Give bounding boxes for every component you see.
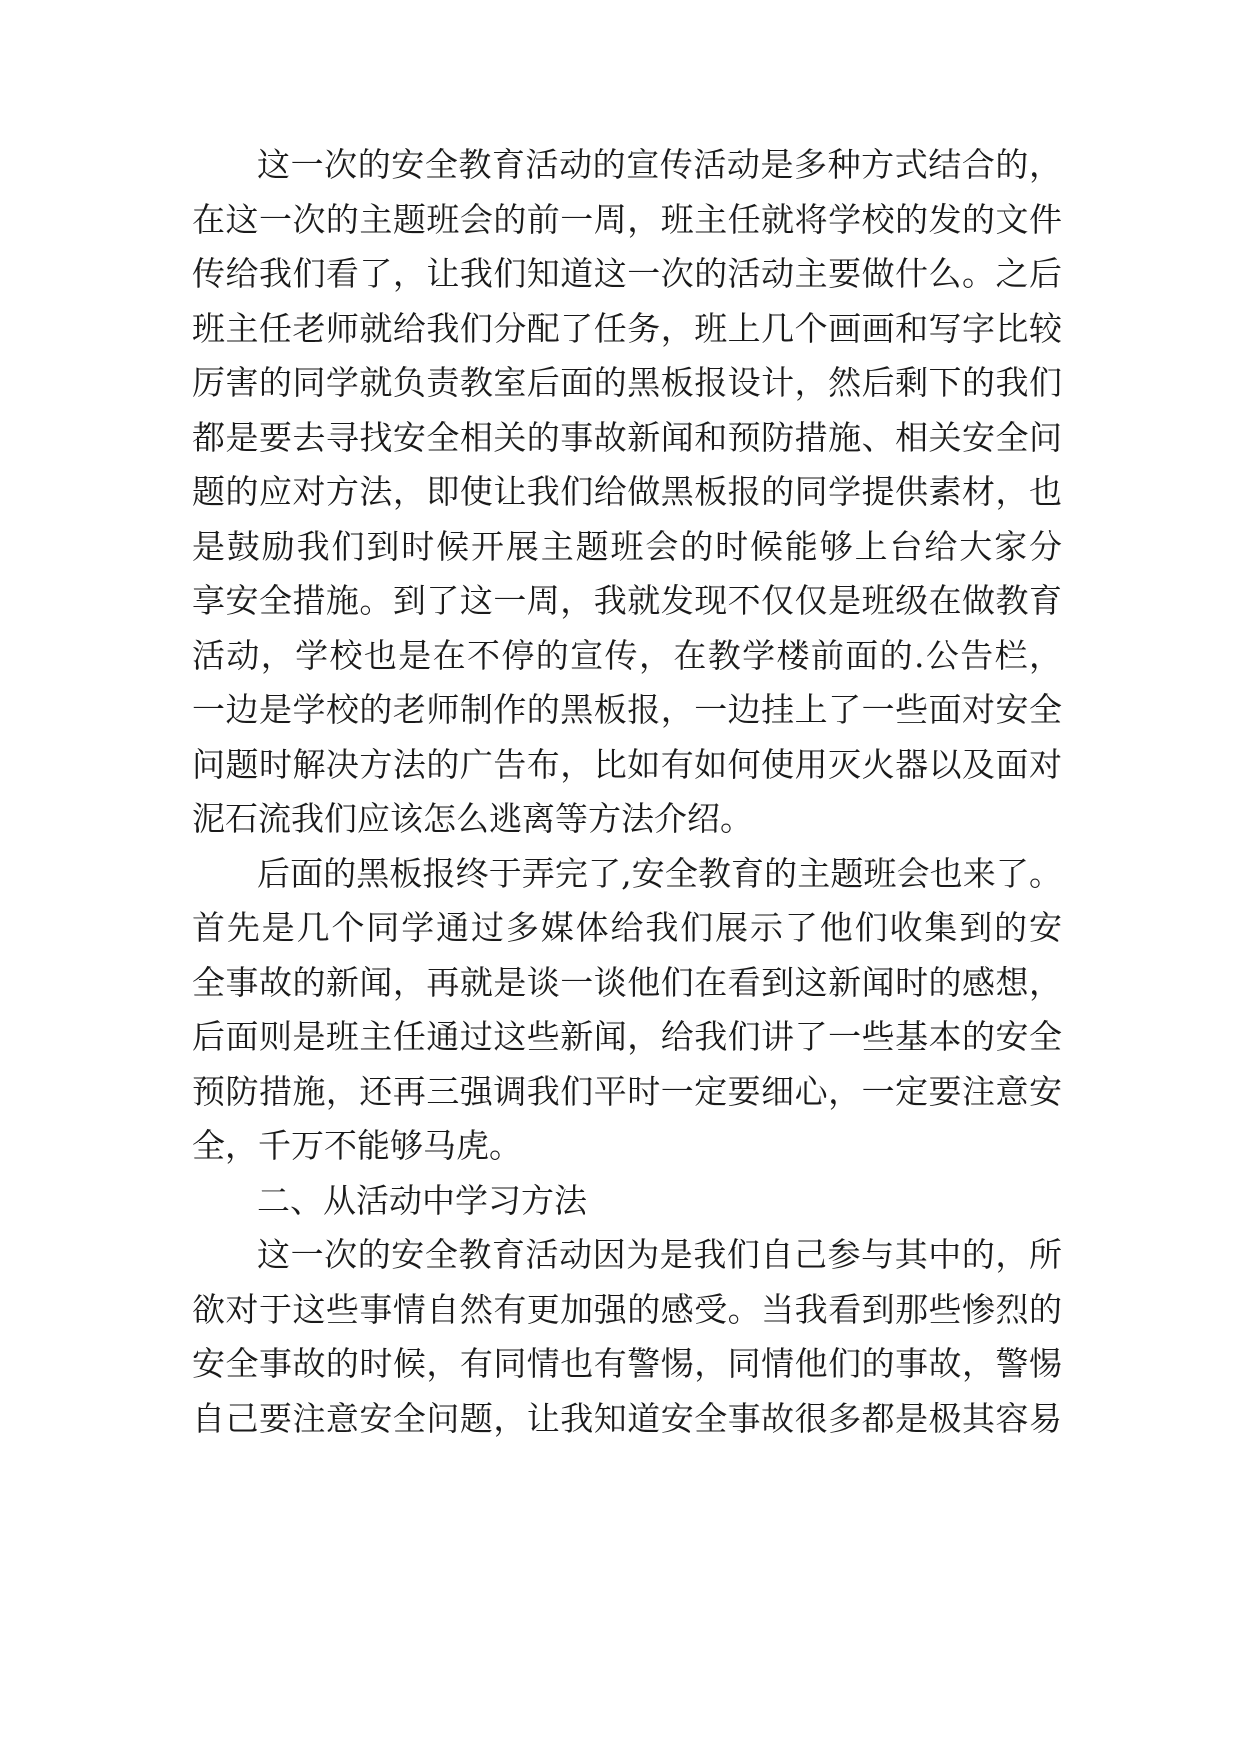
text-line: 传给我们看了，让我们知道这一次的活动主要做什么。之后 xyxy=(192,254,1062,293)
text-line: 题的应对方法，即使让我们给做黑板报的同学提供素材，也 xyxy=(192,472,1062,511)
text-line: 在这一次的主题班会的前一周，班主任就将学校的发的文件 xyxy=(192,200,1062,239)
text-line: 这一次的安全教育活动的宣传活动是多种方式结合的， xyxy=(257,145,1062,184)
text-line: 预防措施，还再三强调我们平时一定要细心，一定要注意安 xyxy=(192,1072,1062,1111)
text-line: 安全事故的时候，有同情也有警惕，同情他们的事故，警惕 xyxy=(192,1344,1062,1383)
text-line: 全，千万不能够马虎。 xyxy=(192,1126,522,1165)
text-line: 活动，学校也是在不停的宣传，在教学楼前面的.公告栏， xyxy=(192,636,1062,675)
text-line: 是鼓励我们到时候开展主题班会的时候能够上台给大家分 xyxy=(192,527,1062,566)
text-line: 这一次的安全教育活动因为是我们自己参与其中的，所 xyxy=(257,1235,1062,1274)
text-line: 后面则是班主任通过这些新闻，给我们讲了一些基本的安全 xyxy=(192,1017,1062,1056)
text-line: 欲对于这些事情自然有更加强的感受。当我看到那些惨烈的 xyxy=(192,1290,1062,1329)
text-line: 一边是学校的老师制作的黑板报，一边挂上了一些面对安全 xyxy=(192,690,1062,729)
text-line: 全事故的新闻，再就是谈一谈他们在看到这新闻时的感想， xyxy=(192,963,1062,1002)
text-line: 享安全措施。到了这一周，我就发现不仅仅是班级在做教育 xyxy=(192,581,1062,620)
text-line: 后面的黑板报终于弄完了,安全教育的主题班会也来了。 xyxy=(257,854,1062,893)
text-line: 首先是几个同学通过多媒体给我们展示了他们收集到的安 xyxy=(192,908,1062,947)
text-line: 都是要去寻找安全相关的事故新闻和预防措施、相关安全问 xyxy=(192,418,1062,457)
text-line: 问题时解决方法的广告布，比如有如何使用灭火器以及面对 xyxy=(192,745,1062,784)
text-line: 自己要注意安全问题，让我知道安全事故很多都是极其容易 xyxy=(192,1399,1062,1438)
text-line: 班主任老师就给我们分配了任务，班上几个画画和写字比较 xyxy=(192,309,1062,348)
text-line: 厉害的同学就负责教室后面的黑板报设计，然后剩下的我们 xyxy=(192,363,1062,402)
heading-text: 二、从活动中学习方法 xyxy=(257,1181,587,1220)
text-line: 泥石流我们应该怎么逃离等方法介绍。 xyxy=(192,799,753,838)
